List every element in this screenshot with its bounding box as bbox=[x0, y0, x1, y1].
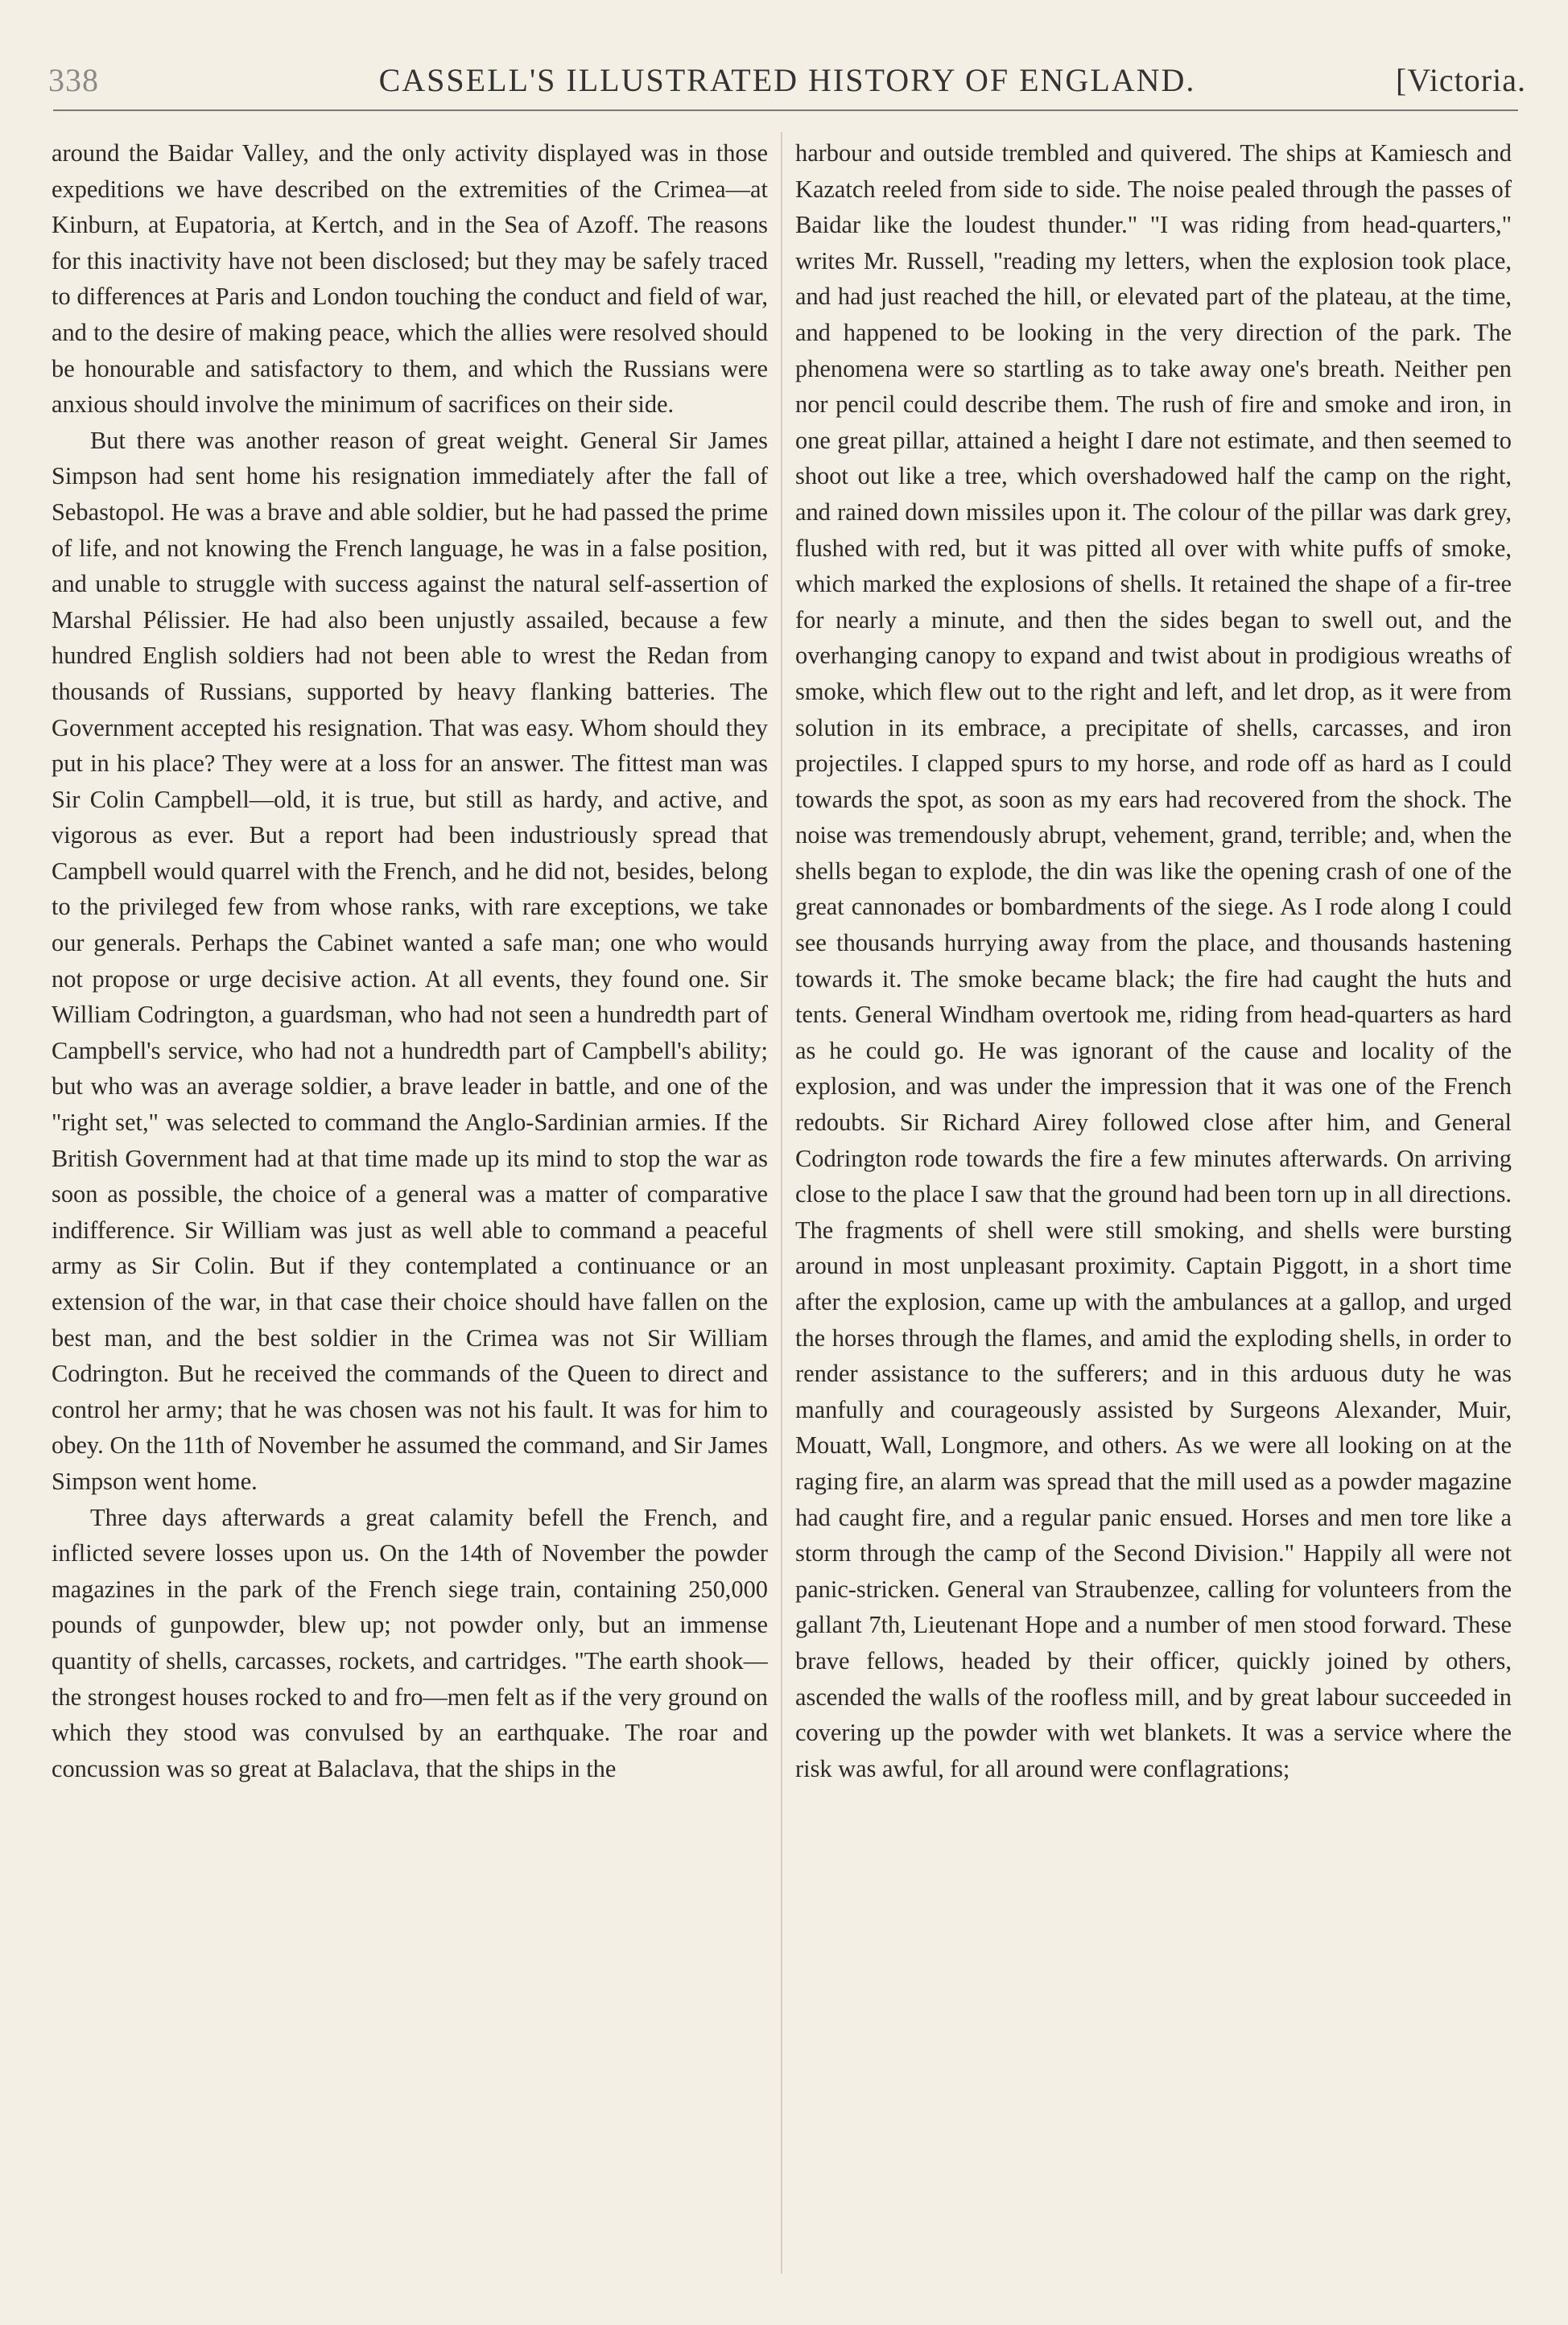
right-column bbox=[795, 135, 1512, 2293]
left-paragraph: But there was another reason of great weight. General Sir James Simpson had sent home his resignation immediately after the fall of Sebastopol. He was a brave and able soldier, but he had passed the prime of life, and not knowing the French language, he was in a false position, and unable to struggle with success against the natural self-assertion of Marshal Pélissier. He had also been unjustly assailed, because a few hundred English soldiers had not been able to wrest the Redan from thousands of Russians, supported by heavy flanking batteries. The Government accepted his resignation. That was easy. Whom should they put in his place? They were at a loss for an answer. The fittest man was Sir Colin Campbell—old, it is true, but still as hardy, and active, and vigorous as ever. But a report had been industriously spread that Campbell would quarrel with the French, and he did not, besides, belong to the privileged few from whose ranks, with rare exceptions, we take our generals. Perhaps the Cabinet wanted a safe man; one who would not propose or urge decisive action. At all events, they found one. Sir William Codrington, a guardsman, who had not seen a hundredth part of Campbell's service, who had not a hundredth part of Campbell's ability; but who was an average soldier, a brave leader in battle, and one of the "right set," was selected to command the Anglo-Sardinian armies. If the British Government had at that time made up its mind to stop the war as soon as possible, the choice of a general was a matter of comparative indifference. Sir William was just as well able to command a peaceful army as Sir Colin. But if they contemplated a continuance or an extension of the war, in that case their choice should have fallen on the best man, and the best soldier in the Crimea was not Sir William Codrington. But he received the commands of the Queen to direct and control her army; that he was chosen was not his fault. It was for him to obey. On the 11th of November he assumed the command, and Sir James Simpson went home. bbox=[52, 426, 768, 1495]
column-divider bbox=[781, 132, 782, 2273]
left-paragraph: Three days afterwards a great calamity befell the French, and inflicted severe losses upon us. On the 14th of November the powder magazines in the park of the French siege train, containing 250,000 pounds of gunpowder, blew up; not powder only, but an immense quantity of shells, carcasses, rockets, and cartridges. "The earth shook—the strongest houses rocked to and fro—men felt as if the very ground on which they stood was convulsed by an earthquake. The roar and concussion was so great at Balaclava, that the ships in the bbox=[52, 1503, 768, 1782]
section-label: [Victoria. bbox=[1396, 62, 1526, 98]
header-rule bbox=[53, 109, 1518, 111]
left-paragraph: around the Baidar Valley, and the only activity displayed was in those expeditions we have described on the extremities of the Crimea—at Kinburn, at Eupatoria, at Kertch, and in the Sea of Azoff. The reasons for this inactivity have not been disclosed; but they may be safely traced to differences at Paris and London touching the conduct and field of war, and to the desire of making peace, which the allies were resolved should be honourable and satisfactory to them, and which the Russians were anxious should involve the minimum of sacrifices on their side. bbox=[52, 139, 768, 419]
page-number: 338 bbox=[48, 62, 99, 98]
left-column bbox=[52, 135, 768, 2293]
running-title: CASSELL'S ILLUSTRATED HISTORY OF ENGLAND. bbox=[378, 62, 1196, 98]
right-paragraph: harbour and outside trembled and quivered. The ships at Kamiesch and Kazatch reeled from side to side. The noise pealed through the passes of Baidar like the loudest thunder." "I was riding from head-quarters," writes Mr. Russell, "reading my letters, when the explosion took place, and had just reached the hill, or elevated part of the plateau, at the time, and happened to be looking in the very direction of the park. The phenomena were so startling as to take away one's breath. Neither pen nor pencil could describe them. The rush of fire and smoke and iron, in one great pillar, attained a height I dare not estimate, and then seemed to shoot out like a tree, which overshadowed half the camp on the right, and rained down missiles upon it. The colour of the pillar was dark grey, flushed with red, but it was pitted all over with white puffs of smoke, which marked the explosions of shells. It retained the shape of a fir-tree for nearly a minute, and then the sides began to swell out, and the overhanging canopy to expand and twist about in prodigious wreaths of smoke, which flew out to the right and left, and let drop, as it were from solution in its embrace, a precipitate of shells, carcasses, and iron projectiles. I clapped spurs to my horse, and rode off as hard as I could towards the spot, as soon as my ears had recovered from the shock. The noise was tremendously abrupt, vehement, grand, terrible; and, when the shells began to explode, the din was like the opening crash of one of the great cannonades or bombardments of the siege. As I rode along I could see thousands hurrying away from the place, and thousands hastening towards it. The smoke became black; the fire had caught the huts and tents. General Windham overtook me, riding from head-quarters as hard as he could go. He was ignorant of the cause and locality of the explosion, and was under the impression that it was one of the French redoubts. Sir Richard Airey followed close after him, and General Codrington rode towards the fire a few minutes afterwards. On arriving close to the place I saw that the ground had been torn up in all directions. The fragments of shell were still smoking, and shells were bursting around in most unpleasant proximity. Captain Piggott, in a short time after the explosion, came up with the ambulances at a gallop, and urged the horses through the flames, and amid the exploding shells, in order to render assistance to the sufferers; and in this arduous duty he was manfully and courageously assisted by Surgeons Alexander, Muir, Mouatt, Wall, Longmore, and others. As we were all looking on at the raging fire, an alarm was spread that the mill used as a powder magazine had caught fire, and a regular panic ensued. Horses and men tore like a storm through the camp of the Second Division." Happily all were not panic-stricken. General van Straubenzee, calling for volunteers from the gallant 7th, Lieutenant Hope and a number of men stood forward. These brave fellows, headed by their officer, quickly joined by others, ascended the walls of the roofless mill, and by great labour succeeded in covering up the powder with wet blankets. It was a service where the risk was awful, for all around were conflagrations; bbox=[795, 139, 1512, 1782]
running-header bbox=[48, 61, 1526, 106]
